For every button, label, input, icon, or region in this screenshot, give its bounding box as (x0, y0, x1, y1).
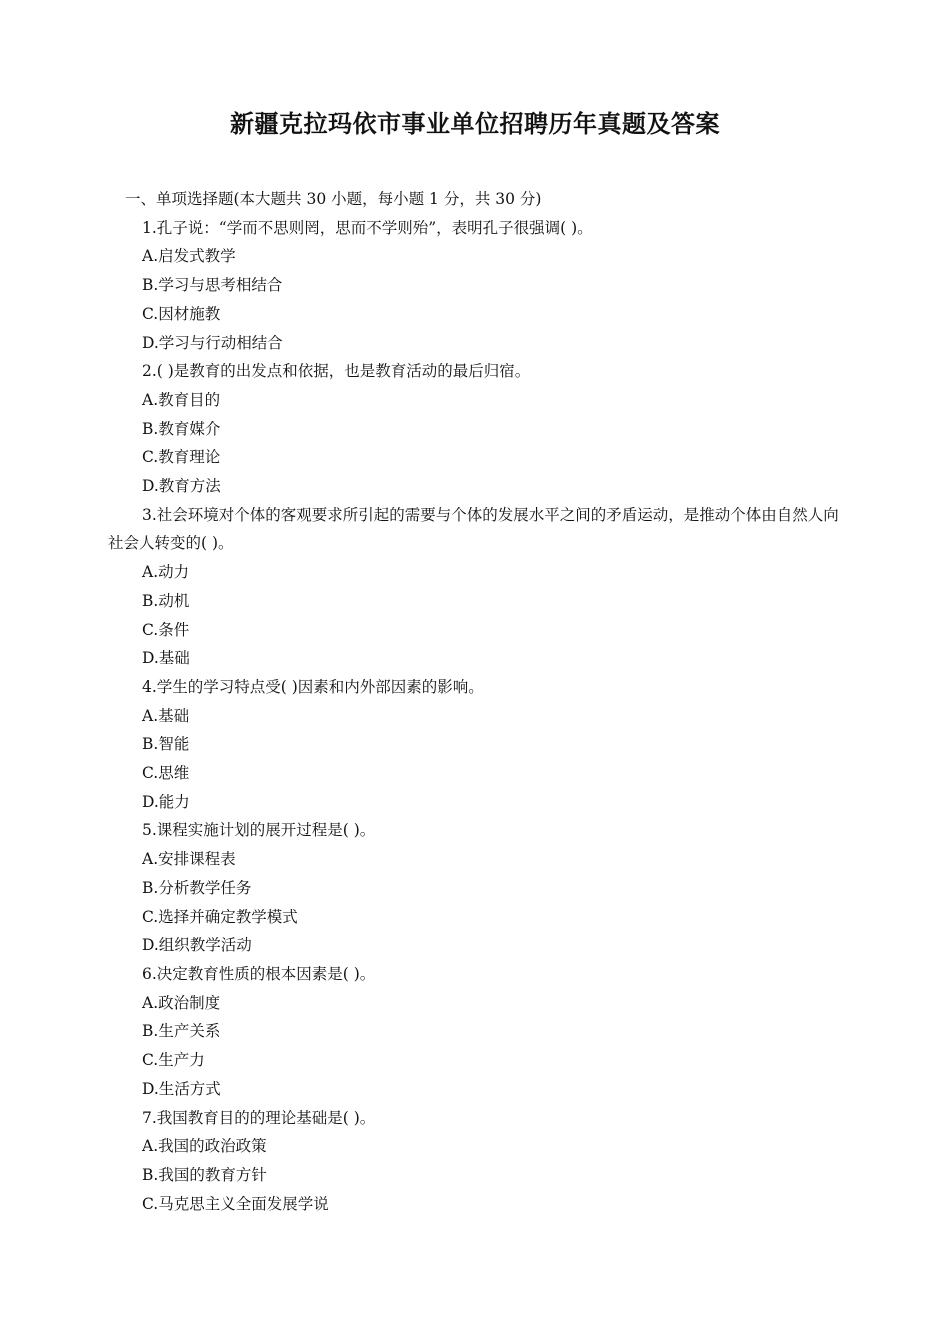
question-stem: 7.我国教育目的的理论基础是( )。 (142, 1108, 376, 1127)
answer-option: B.智能 (142, 735, 190, 754)
answer-option: B.学习与思考相结合 (142, 276, 283, 295)
answer-option: B.分析教学任务 (142, 878, 252, 897)
answer-option: C.思维 (142, 764, 190, 783)
answer-option: C.因材施教 (142, 304, 221, 323)
answer-option: A.基础 (142, 706, 190, 725)
section-heading: 一、单项选择题(本大题共 30 小题，每小题 1 分，共 30 分) (125, 190, 542, 208)
answer-option: D.教育方法 (142, 477, 221, 496)
answer-option: C.选择并确定教学模式 (142, 907, 298, 926)
question-stem: 6.决定教育性质的根本因素是( )。 (142, 964, 376, 983)
answer-option: C.教育理论 (142, 448, 221, 467)
question-stem: 4.学生的学习特点受( )因素和内外部因素的影响。 (142, 677, 484, 696)
document-body (108, 185, 848, 1218)
answer-option: C.条件 (142, 620, 190, 639)
answer-option: D.生活方式 (142, 1079, 221, 1098)
answer-option: B.我国的教育方针 (142, 1165, 267, 1184)
answer-option: A.教育目的 (142, 390, 221, 409)
question-stem: 5.课程实施计划的展开过程是( )。 (142, 821, 376, 840)
answer-option: C.生产力 (142, 1051, 205, 1070)
answer-option: A.动力 (142, 563, 190, 582)
question-stem: 2.( )是教育的出发点和依据，也是教育活动的最后归宿。 (142, 362, 531, 381)
answer-option: B.教育媒介 (142, 419, 221, 438)
answer-option: A.启发式教学 (142, 247, 236, 266)
answer-option: A.政治制度 (142, 993, 221, 1012)
answer-option: B.生产关系 (142, 1022, 221, 1041)
answer-option: A.安排课程表 (142, 850, 236, 869)
answer-option: D.组织教学活动 (142, 936, 252, 955)
answer-option: C.马克思主义全面发展学说 (142, 1194, 329, 1213)
answer-option: A.我国的政治政策 (142, 1137, 267, 1156)
question-stem: 3.社会环境对个体的客观要求所引起的需要与个体的发展水平之间的矛盾运动，是推动个体由自然人向社会人转变的( )。 (108, 505, 839, 553)
answer-option: D.基础 (142, 649, 190, 668)
answer-option: D.学习与行动相结合 (142, 333, 283, 352)
question-stem: 1.孔子说：“学而不思则罔，思而不学则殆”，表明孔子很强调( )。 (142, 218, 593, 237)
document-title: 新疆克拉玛依市事业单位招聘历年真题及答案 (230, 110, 720, 138)
answer-option: D.能力 (142, 792, 190, 811)
answer-option: B.动机 (142, 591, 190, 610)
